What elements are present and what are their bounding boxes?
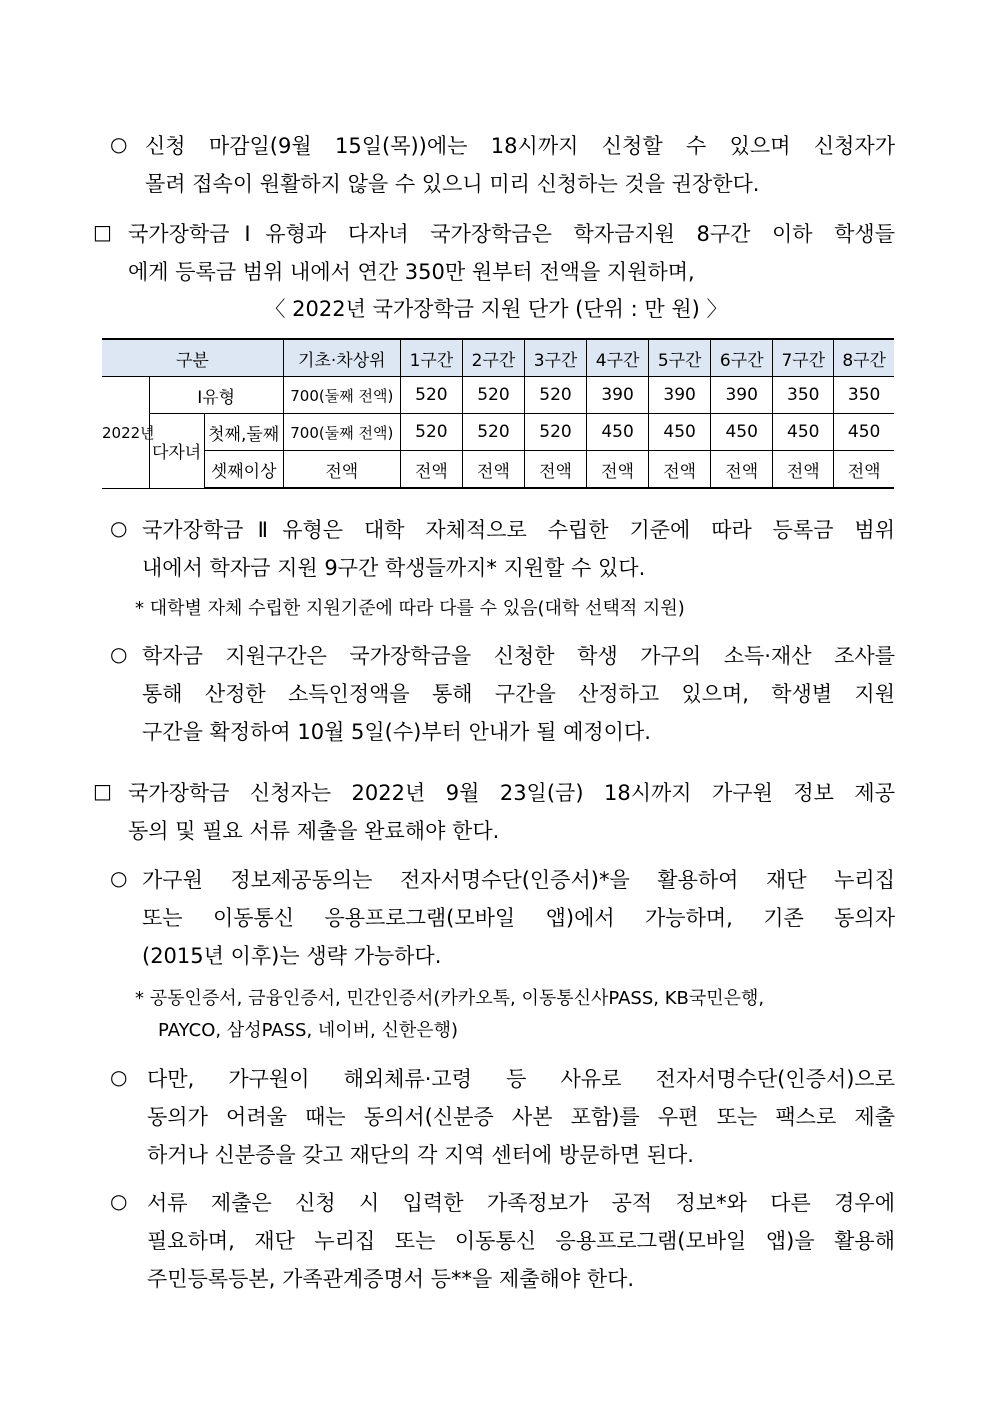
- paragraph-line: 주민등록등본, 가족관계증명서 등**을 제출해야 한다.: [147, 1267, 635, 1291]
- table-cell: 전액: [283, 451, 400, 489]
- header-category: 구분: [102, 339, 283, 377]
- paragraph-line: 통해 산정한 소득인정액을 통해 구간을 산정하고 있으며, 학생별 지원: [142, 682, 895, 706]
- table-cell: 450: [773, 414, 834, 451]
- bullet-circle-marker: ○: [110, 1189, 128, 1213]
- table-cell: 전액: [834, 451, 894, 489]
- table-cell: 520: [400, 414, 462, 451]
- table-cell: 450: [649, 414, 711, 451]
- support-rate-table: [102, 338, 894, 489]
- table-row: [102, 451, 894, 489]
- multi-child-label-cell: 다자녀: [149, 414, 204, 489]
- paragraph-line: 가구원 정보제공동의는 전자서명수단(인증서)*을 활용하여 재단 누리집: [142, 868, 895, 892]
- paragraph-line: 또는 이동통신 응용프로그램(모바일 앱)에서 가능하며, 기존 동의자: [142, 906, 895, 930]
- bullet-circle-marker: ○: [110, 516, 128, 540]
- table-cell: 520: [462, 414, 524, 451]
- table-cell: 전액: [462, 451, 524, 489]
- table-cell: 전액: [649, 451, 711, 489]
- table-row: [102, 377, 894, 414]
- paragraph-line: 동의 및 필요 서류 제출을 완료해야 한다.: [128, 819, 500, 843]
- table-cell: 700(둘째 전액): [283, 377, 400, 414]
- header-col: 5구간: [649, 339, 711, 377]
- table-cell: 전액: [587, 451, 649, 489]
- header-col: 8구간: [834, 339, 894, 377]
- header-col: 7구간: [773, 339, 834, 377]
- footnote: * 대학별 자체 수립한 지원기준에 따라 다를 수 있음(대학 선택적 지원): [135, 598, 685, 619]
- bullet-circle-marker: ○: [110, 866, 128, 890]
- header-col: 2구간: [462, 339, 524, 377]
- paragraph-line: 국가장학금 신청자는 2022년 9월 23일(금) 18시까지 가구원 정보 제공: [128, 781, 895, 805]
- paragraph-line: (2015년 이후)는 생략 가능하다.: [142, 944, 442, 968]
- table-cell: 520: [525, 414, 587, 451]
- type1-label-cell: Ⅰ유형: [149, 377, 283, 414]
- table-cell: 700(둘째 전액): [283, 414, 400, 451]
- table-cell: 390: [711, 377, 773, 414]
- table-cell: 520: [525, 377, 587, 414]
- table-cell: 전액: [711, 451, 773, 489]
- table-cell: 450: [834, 414, 894, 451]
- paragraph-line: 몰려 접속이 원활하지 않을 수 있으니 미리 신청하는 것을 권장한다.: [145, 172, 760, 196]
- bullet-square-marker: □: [93, 220, 112, 244]
- table-cell: 390: [587, 377, 649, 414]
- footnote: * 공동인증서, 금융인증서, 민간인증서(카카오톡, 이동통신사PASS, KB국민은행,: [135, 988, 765, 1009]
- table-header-row: [102, 339, 894, 377]
- bullet-square-marker: □: [93, 779, 112, 803]
- table-cell: 350: [773, 377, 834, 414]
- paragraph-line: 서류 제출은 신청 시 입력한 가족정보가 공적 정보*와 다른 경우에: [147, 1191, 895, 1215]
- table-cell: 전액: [525, 451, 587, 489]
- footnote: PAYCO, 삼성PASS, 네이버, 신한은행): [158, 1020, 459, 1041]
- paragraph-line: 신청 마감일(9월 15일(목))에는 18시까지 신청할 수 있으며 신청자가: [145, 134, 895, 158]
- paragraph-line: 국가장학금Ⅰ유형과 다자녀 국가장학금은 학자금지원 8구간 이하 학생들: [128, 222, 895, 246]
- header-col: 기초·차상위: [283, 339, 400, 377]
- paragraph-line: 동의가 어려울 때는 동의서(신분증 사본 포함)를 우편 또는 팩스로 제출: [147, 1105, 895, 1129]
- table-cell: 전액: [773, 451, 834, 489]
- header-col: 3구간: [525, 339, 587, 377]
- year-cell: 2022년: [102, 377, 149, 489]
- table-cell: 390: [649, 377, 711, 414]
- paragraph-line: 구간을 확정하여 10월 5일(수)부터 안내가 될 예정이다.: [142, 720, 651, 744]
- paragraph-line: 다만, 가구원이 해외체류·고령 등 사유로 전자서명수단(인증서)으로: [147, 1067, 895, 1091]
- paragraph-line: 하거나 신분증을 갖고 재단의 각 지역 센터에 방문하면 된다.: [147, 1143, 694, 1167]
- table-cell: 520: [462, 377, 524, 414]
- table-row: [102, 414, 894, 451]
- paragraph-line: 학자금 지원구간은 국가장학금을 신청한 학생 가구의 소득·재산 조사를: [142, 644, 895, 668]
- table-cell: 520: [400, 377, 462, 414]
- table-caption: 〈 2022년 국가장학금 지원 단가 (단위 : 만 원) 〉: [264, 297, 728, 321]
- table-cell: 셋째이상: [204, 451, 283, 489]
- paragraph-line: 국가장학금Ⅱ유형은 대학 자체적으로 수립한 기준에 따라 등록금 범위: [142, 518, 895, 542]
- table-cell: 450: [587, 414, 649, 451]
- header-col: 4구간: [587, 339, 649, 377]
- table-cell: 450: [711, 414, 773, 451]
- table-cell: 전액: [400, 451, 462, 489]
- bullet-circle-marker: ○: [110, 1065, 128, 1089]
- paragraph-line: 내에서 학자금 지원 9구간 학생들까지* 지원할 수 있다.: [142, 556, 646, 580]
- bullet-circle-marker: ○: [110, 642, 128, 666]
- table-cell: 350: [834, 377, 894, 414]
- header-col: 1구간: [400, 339, 462, 377]
- bullet-circle-marker: ○: [110, 132, 128, 156]
- paragraph-line: 에게 등록금 범위 내에서 연간 350만 원부터 전액을 지원하며,: [128, 260, 695, 284]
- table-cell: 첫째,둘째: [204, 414, 283, 451]
- paragraph-line: 필요하며, 재단 누리집 또는 이동통신 응용프로그램(모바일 앱)을 활용해: [147, 1229, 895, 1253]
- header-col: 6구간: [711, 339, 773, 377]
